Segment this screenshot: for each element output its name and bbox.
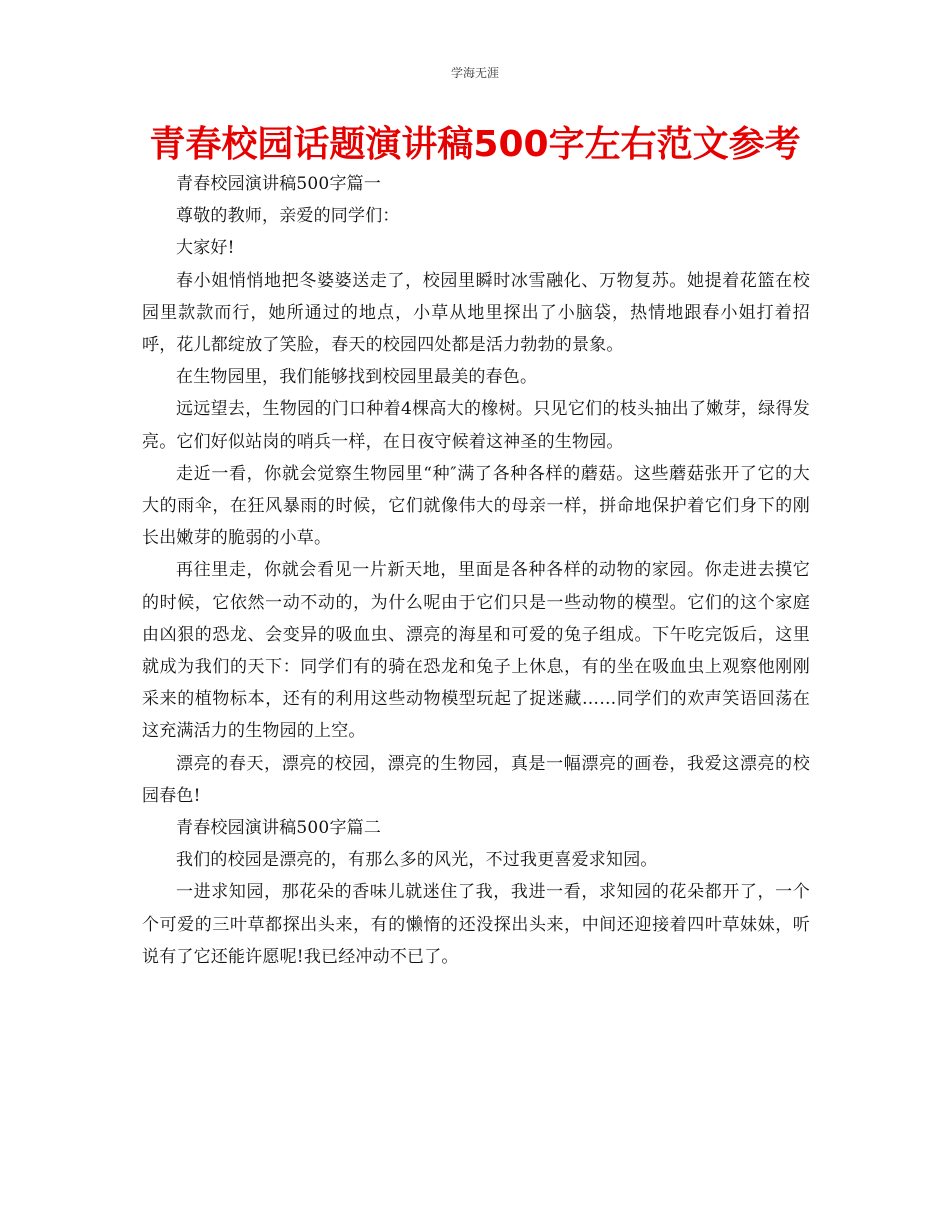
body-paragraph: 一进求知园，那花朵的香味儿就迷住了我，我进一看，求知园的花朵都开了，一个个可爱的三叶草都探出头来，有的懒惰的还没探出头来，中间还迎接着四叶草妹妹，听说有了它还能许愿呢!我已经冲动不已了。 xyxy=(142,882,810,967)
body-paragraph: 我们的校园是漂亮的，有那么多的风光，不过我更喜爱求知园。 xyxy=(176,850,658,871)
document-title: 青春校园话题演讲稿500字左右范文参考 xyxy=(149,124,801,165)
document-body xyxy=(142,168,810,973)
body-paragraph: 春小姐悄悄地把冬婆婆送走了，校园里瞬时冰雪融化、万物复苏。她提着花篮在校园里款款而行，她所通过的地点，小草从地里探出了小脑袋，热情地跟春小姐打着招呼，花儿都绽放了笑脸，春天的校园四处都是活力勃勃的景象。 xyxy=(142,270,810,356)
body-paragraph: 再往里走，你就会看见一片新天地，里面是各种各样的动物的家园。你走进去摸它的时候，它依然一动不动的，为什么呢由于它们只是一些动物的模型。它们的这个家庭由凶狠的恐龙、会变异的吸血虫、漂亮的海星和可爱的兔子组成。下午吃完饭后，这里就成为我们的天下：同学们有的骑在恐龙和兔子上休息，有的坐在吸血虫上观察他刚刚采来的植物标本，还有的利用这些动物模型玩起了捉迷藏……同学们的欢声笑语回荡在这充满活力的生物园的上空。 xyxy=(142,560,810,742)
section-heading-2: 青春校园演讲稿500字篇二 xyxy=(176,818,382,839)
section-heading-1: 青春校园演讲稿500字篇一 xyxy=(176,174,382,194)
body-paragraph: 走近一看，你就会觉察生物园里“种″满了各种各样的蘑菇。这些蘑菇张开了它的大大的雨伞，在狂风暴雨的时候，它们就像伟大的母亲一样，拼命地保护着它们身下的刚长出嫩芽的脆弱的小草。 xyxy=(142,463,810,549)
body-paragraph: 漂亮的春天，漂亮的校园，漂亮的生物园，真是一幅漂亮的画卷，我爱这漂亮的校园春色! xyxy=(142,753,810,806)
body-paragraph: 在生物园里，我们能够找到校园里最美的春色。 xyxy=(176,367,538,388)
running-header: 学海无涯 xyxy=(450,66,499,80)
salutation: 尊敬的教师，亲爱的同学们： xyxy=(176,206,400,227)
greeting: 大家好! xyxy=(176,238,235,259)
body-paragraph: 远远望去，生物园的门口种着4棵高大的橡树。只见它们的枝头抽出了嫩芽，绿得发亮。它们好似站岗的哨兵一样，在日夜守候着这神圣的生物园。 xyxy=(142,399,810,452)
